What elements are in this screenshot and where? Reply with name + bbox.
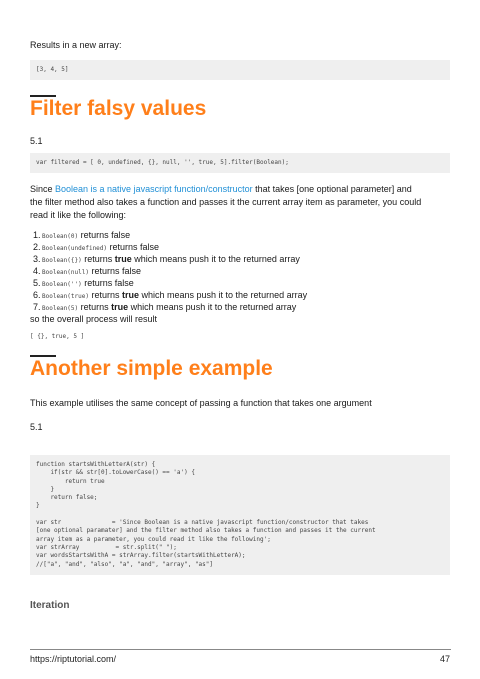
list-item: 6.Boolean(true) returns true which means push it to the returned array xyxy=(33,290,308,300)
boolean-link[interactable]: Boolean is a native javascript function/constructor xyxy=(55,184,253,194)
list-item: 7.Boolean(5) returns true which means push it to the returned array xyxy=(33,302,297,312)
list-item: 2.Boolean(undefined) returns false xyxy=(33,242,160,252)
boolean-list xyxy=(33,230,307,314)
example-description: This example utilises the same concept of passing a function that takes one argument xyxy=(30,398,372,408)
heading-iteration: Iteration xyxy=(30,600,70,611)
result-inline-code: [ {}, true, 5 ] xyxy=(30,333,85,340)
list-item: 3.Boolean({}) returns true which means push it to the returned array xyxy=(33,254,300,264)
page-number: 47 xyxy=(439,654,450,664)
intro-text: Results in a new array: xyxy=(30,40,122,50)
conclusion-text: so the overall process will result xyxy=(30,314,158,324)
list-item: 4.Boolean(null) returns false xyxy=(33,266,141,276)
heading-filter-falsy: Filter falsy values xyxy=(30,97,207,120)
result-code-block: [3, 4, 5] xyxy=(30,60,450,80)
footer-url[interactable]: https://riptutorial.com/ xyxy=(30,654,117,664)
startswith-code-block: function startsWithLetterA(str) { if(str && str[0].toLowerCase() == 'a') { return true } return false; } var str = 'Since Boolean is a native javascript function/constructor that takes [one optional paramater] and the filter method also takes a function and passes it the current array item as a parameter, you could read it like the following'; var strArray = str.split(" "); var wordsStartsWithA = strArray.filter(startsWithLetterA); //["a", "and", "also", "a", "and", "array", "as"] xyxy=(30,455,450,575)
explanation-paragraph: Since Boolean is a native javascript function/constructor that takes [one optional parameter] and the filter method also takes a function and passes it the current array item as parameter, you could read it like the following: xyxy=(30,184,422,220)
list-item: 1.Boolean(0) returns false xyxy=(33,230,131,240)
example-number: 5.1 xyxy=(30,422,43,432)
heading-another-example: Another simple example xyxy=(30,357,273,380)
footer-divider xyxy=(30,649,451,650)
example-number: 5.1 xyxy=(30,136,43,146)
list-item: 5.Boolean('') returns false xyxy=(33,278,134,288)
filter-code-block: var filtered = [ 0, undefined, {}, null, '', true, 5].filter(Boolean); xyxy=(30,153,450,173)
